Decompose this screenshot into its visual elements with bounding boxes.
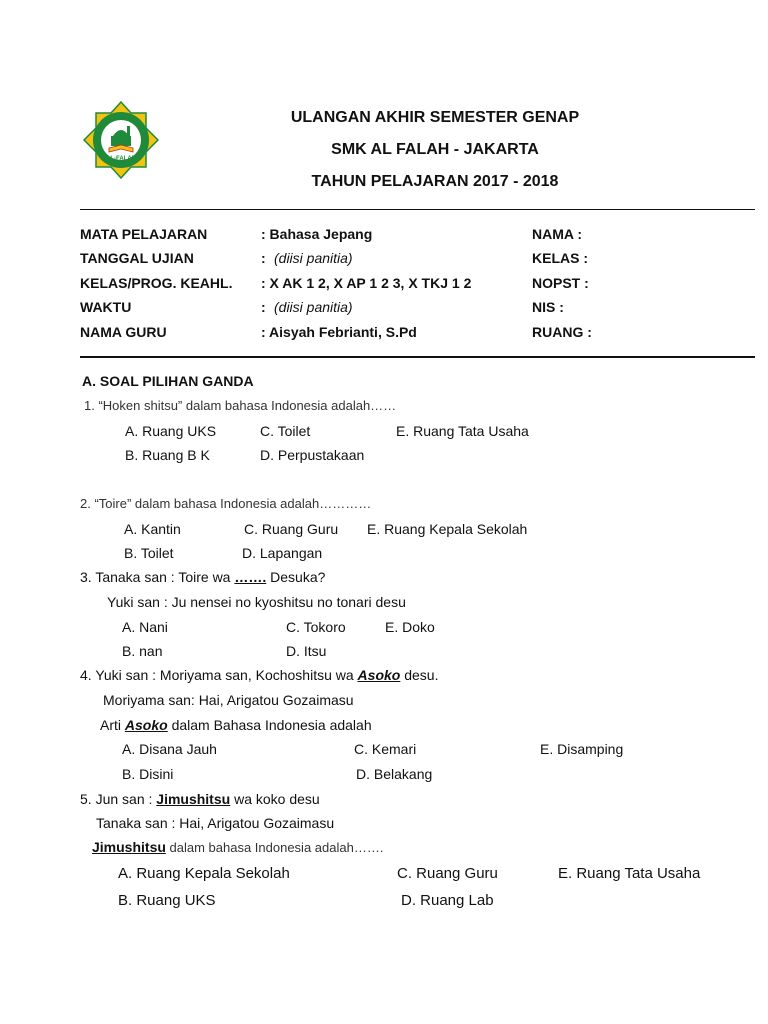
q3-line-2: Yuki san : Ju nensei no kyoshitsu no tonari desu (107, 594, 406, 610)
question-5 (80, 791, 320, 807)
q3-text-pre: 3. Tanaka san : Toire wa (80, 569, 235, 585)
q3-text-post: Desuka? (266, 569, 326, 585)
q5-option-c: C. Ruang Guru (397, 865, 498, 882)
waktu-value: (diisi panitia) (274, 299, 353, 315)
q1-option-c: C. Toilet (260, 423, 311, 439)
q5-line3-keyword: Jimushitsu (92, 839, 166, 855)
waktu-colon: : (261, 299, 266, 315)
header-line-1: ULANGAN AKHIR SEMESTER GENAP (290, 109, 580, 126)
section-title: A. SOAL PILIHAN GANDA (82, 373, 254, 389)
q3-option-b: B. nan (122, 643, 163, 659)
q5-keyword: Jimushitsu (156, 791, 231, 807)
guru-value: : Aisyah Febrianti, S.Pd (261, 324, 417, 340)
guru-label: NAMA GURU (80, 324, 167, 340)
q4-option-a: A. Disana Jauh (122, 741, 217, 757)
q5-line3-post: dalam bahasa Indonesia adalah……. (165, 840, 384, 855)
q4-option-c: C. Kemari (354, 741, 417, 757)
header-line-2: SMK AL FALAH - JAKARTA (331, 141, 539, 158)
q4-line-3 (100, 717, 372, 733)
q1-option-a: A. Ruang UKS (125, 423, 217, 439)
q4-arti-keyword: Asoko (124, 717, 168, 733)
logo-minaret (127, 126, 130, 146)
q5-option-b: B. Ruang UKS (118, 892, 216, 909)
q2-option-c: C. Ruang Guru (244, 521, 339, 537)
q3-option-c: C. Tokoro (286, 619, 346, 635)
nis-field: NIS : (532, 299, 564, 315)
q5-option-d: D. Ruang Lab (401, 892, 494, 909)
q1-option-e: E. Ruang Tata Usaha (396, 423, 529, 439)
q4-option-e: E. Disamping (540, 741, 624, 757)
q4-arti-pre: Arti (100, 717, 125, 733)
q4-text-post: desu. (400, 667, 439, 683)
q2-option-d: D. Lapangan (242, 545, 323, 561)
q4-option-d: D. Belakang (356, 766, 433, 782)
q5-option-a: A. Ruang Kepala Sekolah (118, 865, 290, 882)
q5-text-pre: 5. Jun san : (80, 791, 157, 807)
top-divider (80, 209, 755, 210)
q3-blank: ……. (234, 569, 267, 585)
nama-field: NAMA : (532, 226, 583, 242)
q1-option-b: B. Ruang B K (125, 447, 210, 463)
q2-option-e: E. Ruang Kepala Sekolah (367, 521, 528, 537)
q2-option-a: A. Kantin (124, 521, 181, 537)
question-1: 1. “Hoken shitsu” dalam bahasa Indonesia adalah…… (84, 398, 397, 413)
q3-option-e: E. Doko (385, 619, 435, 635)
nopst-field: NOPST : (532, 275, 589, 291)
school-logo (82, 100, 160, 180)
kelas-field: KELAS : (532, 250, 588, 266)
q5-text-post: wa koko desu (230, 791, 320, 807)
mata-label: MATA PELAJARAN (80, 226, 208, 242)
header-line-3: TAHUN PELAJARAN 2017 - 2018 (311, 173, 559, 190)
q3-option-a: A. Nani (122, 619, 168, 635)
question-2: 2. “Toire” dalam bahasa Indonesia adalah………… (80, 496, 372, 511)
logo-text: AL-FALAH (106, 156, 136, 162)
question-3 (80, 569, 325, 585)
q1-option-d: D. Perpustakaan (260, 447, 365, 463)
q2-option-b: B. Toilet (124, 545, 174, 561)
ruang-field: RUANG : (532, 324, 592, 340)
info-divider (80, 356, 755, 358)
tanggal-label: TANGGAL UJIAN (80, 250, 194, 266)
mata-value: : Bahasa Jepang (261, 226, 373, 242)
q4-arti-post: dalam Bahasa Indonesia adalah (167, 717, 372, 733)
kelas-value: : X AK 1 2, X AP 1 2 3, X TKJ 1 2 (261, 275, 472, 291)
q4-text-pre: 4. Yuki san : Moriyama san, Kochoshitsu wa (80, 667, 358, 683)
q5-option-e: E. Ruang Tata Usaha (558, 865, 701, 882)
question-4 (80, 667, 438, 683)
q3-option-d: D. Itsu (286, 643, 327, 659)
kelas-label: KELAS/PROG. KEAHL. (80, 275, 233, 291)
q5-line-3 (92, 839, 383, 857)
tanggal-colon: : (261, 250, 266, 266)
q4-line-2: Moriyama san: Hai, Arigatou Gozaimasu (103, 692, 354, 708)
q5-line-2: Tanaka san : Hai, Arigatou Gozaimasu (96, 815, 335, 831)
waktu-label: WAKTU (80, 299, 132, 315)
q4-keyword: Asoko (357, 667, 401, 683)
tanggal-value: (diisi panitia) (274, 250, 353, 266)
q4-option-b: B. Disini (122, 766, 174, 782)
